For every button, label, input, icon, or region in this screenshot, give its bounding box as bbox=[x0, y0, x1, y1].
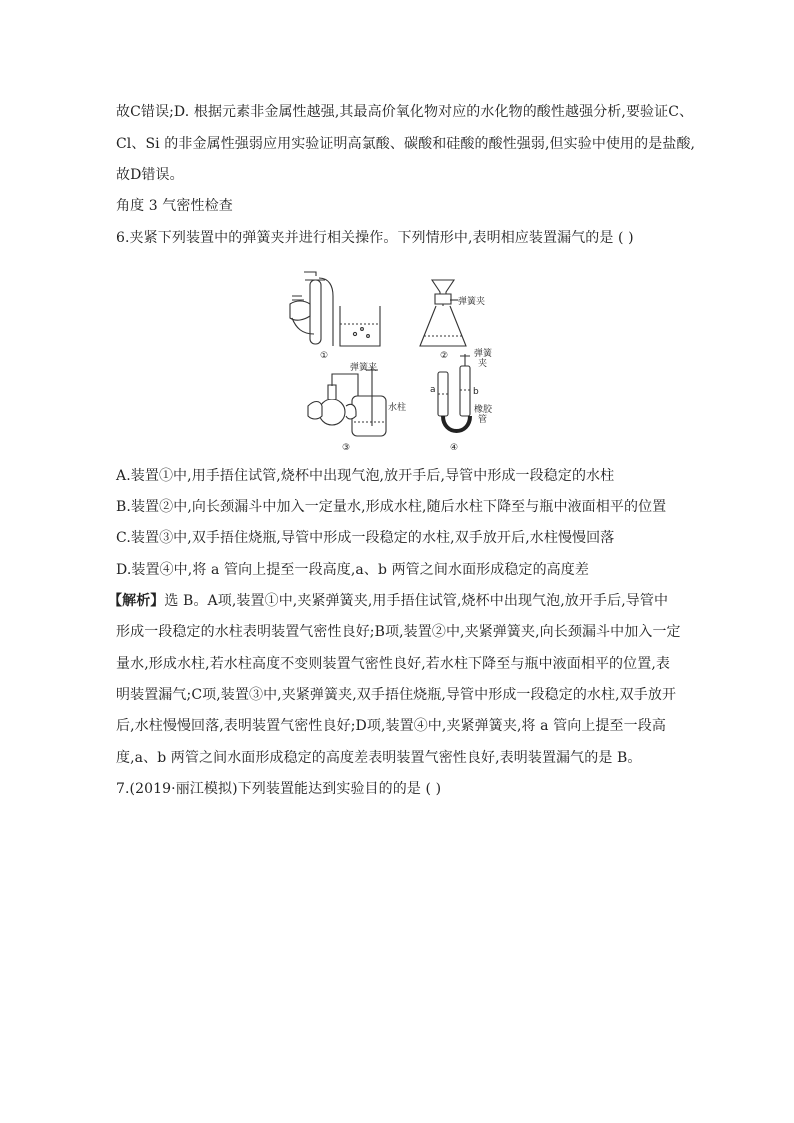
apparatus-3 bbox=[308, 366, 386, 436]
clamp-label-2: 弹簧夹 bbox=[458, 297, 486, 307]
clamp-label-3: 弹簧夹 bbox=[350, 363, 378, 373]
analysis-line: 度,a、b 两管之间水面形成稳定的高度差表明装置气密性良好,表明装置漏气的是 B。 bbox=[116, 750, 642, 766]
label-apparatus-4: ④ bbox=[450, 443, 459, 453]
analysis-first-text: 选 B。A项,装置①中,夹紧弹簧夹,用手捂住试管,烧杯中出现气泡,放开手后,导管中 bbox=[164, 593, 669, 609]
apparatus-diagram bbox=[280, 266, 540, 458]
tube-a-label: a bbox=[430, 385, 436, 395]
analysis-line: 后,水柱慢慢回落,表明装置气密性良好;D项,装置④中,夹紧弹簧夹,将 a 管向上提至一段高 bbox=[116, 718, 666, 734]
label-apparatus-2: ② bbox=[440, 351, 449, 361]
option-c: C.装置③中,双手捂住烧瓶,导管中形成一段稳定的水柱,双手放开后,水柱慢慢回落 bbox=[116, 530, 615, 546]
rubber-tube-label-2: 管 bbox=[478, 415, 488, 425]
option-b: B.装置②中,向长颈漏斗中加入一定量水,形成水柱,随后水柱下降至与瓶中液面相平的位置 bbox=[116, 499, 667, 515]
clamp-label-4a: 弹簧 bbox=[474, 349, 493, 359]
option-d: D.装置④中,将 a 管向上提至一段高度,a、b 两管之间水面形成稳定的高度差 bbox=[116, 562, 589, 578]
analysis-tag: 【解析】 bbox=[108, 593, 165, 609]
option-a: A.装置①中,用手捂住试管,烧杯中出现气泡,放开手后,导管中形成一段稳定的水柱 bbox=[116, 468, 615, 484]
apparatus-2 bbox=[420, 280, 466, 346]
apparatus-figure bbox=[280, 266, 540, 458]
text-line: Cl、Si 的非金属性强弱应用实验证明高氯酸、碳酸和硅酸的酸性强弱,但实验中使用的是盐酸, bbox=[116, 136, 696, 152]
tube-b-label: b bbox=[473, 387, 479, 397]
analysis-line bbox=[108, 593, 668, 609]
text-line: 故D错误。 bbox=[116, 167, 184, 183]
rubber-tube-label-1: 橡胶 bbox=[474, 405, 493, 415]
water-column-label: 水柱 bbox=[388, 403, 407, 413]
apparatus-4 bbox=[438, 354, 470, 431]
label-apparatus-1: ① bbox=[320, 351, 329, 361]
analysis-line: 形成一段稳定的水柱表明装置气密性良好;B项,装置②中,夹紧弹簧夹,向长颈漏斗中加入一定 bbox=[116, 624, 681, 640]
clamp-label-4b: 夹 bbox=[478, 359, 488, 369]
question-7-stem: 7.(2019·丽江模拟)下列装置能达到实验目的的是 ( ) bbox=[116, 781, 442, 797]
apparatus-1 bbox=[290, 272, 380, 346]
question-6-stem: 6.夹紧下列装置中的弹簧夹并进行相关操作。下列情形中,表明相应装置漏气的是 ( ) bbox=[116, 230, 634, 246]
label-apparatus-3: ③ bbox=[342, 443, 351, 453]
section-heading: 角度 3 气密性检查 bbox=[116, 198, 233, 214]
text-line: 故C错误;D. 根据元素非金属性越强,其最高价氧化物对应的水化物的酸性越强分析,要验证C、 bbox=[116, 104, 694, 120]
analysis-line: 明装置漏气;C项,装置③中,夹紧弹簧夹,双手捂住烧瓶,导管中形成一段稳定的水柱,双手放开 bbox=[116, 687, 677, 703]
analysis-line: 量水,形成水柱,若水柱高度不变则装置气密性良好,若水柱下降至与瓶中液面相平的位置,表 bbox=[116, 656, 670, 672]
